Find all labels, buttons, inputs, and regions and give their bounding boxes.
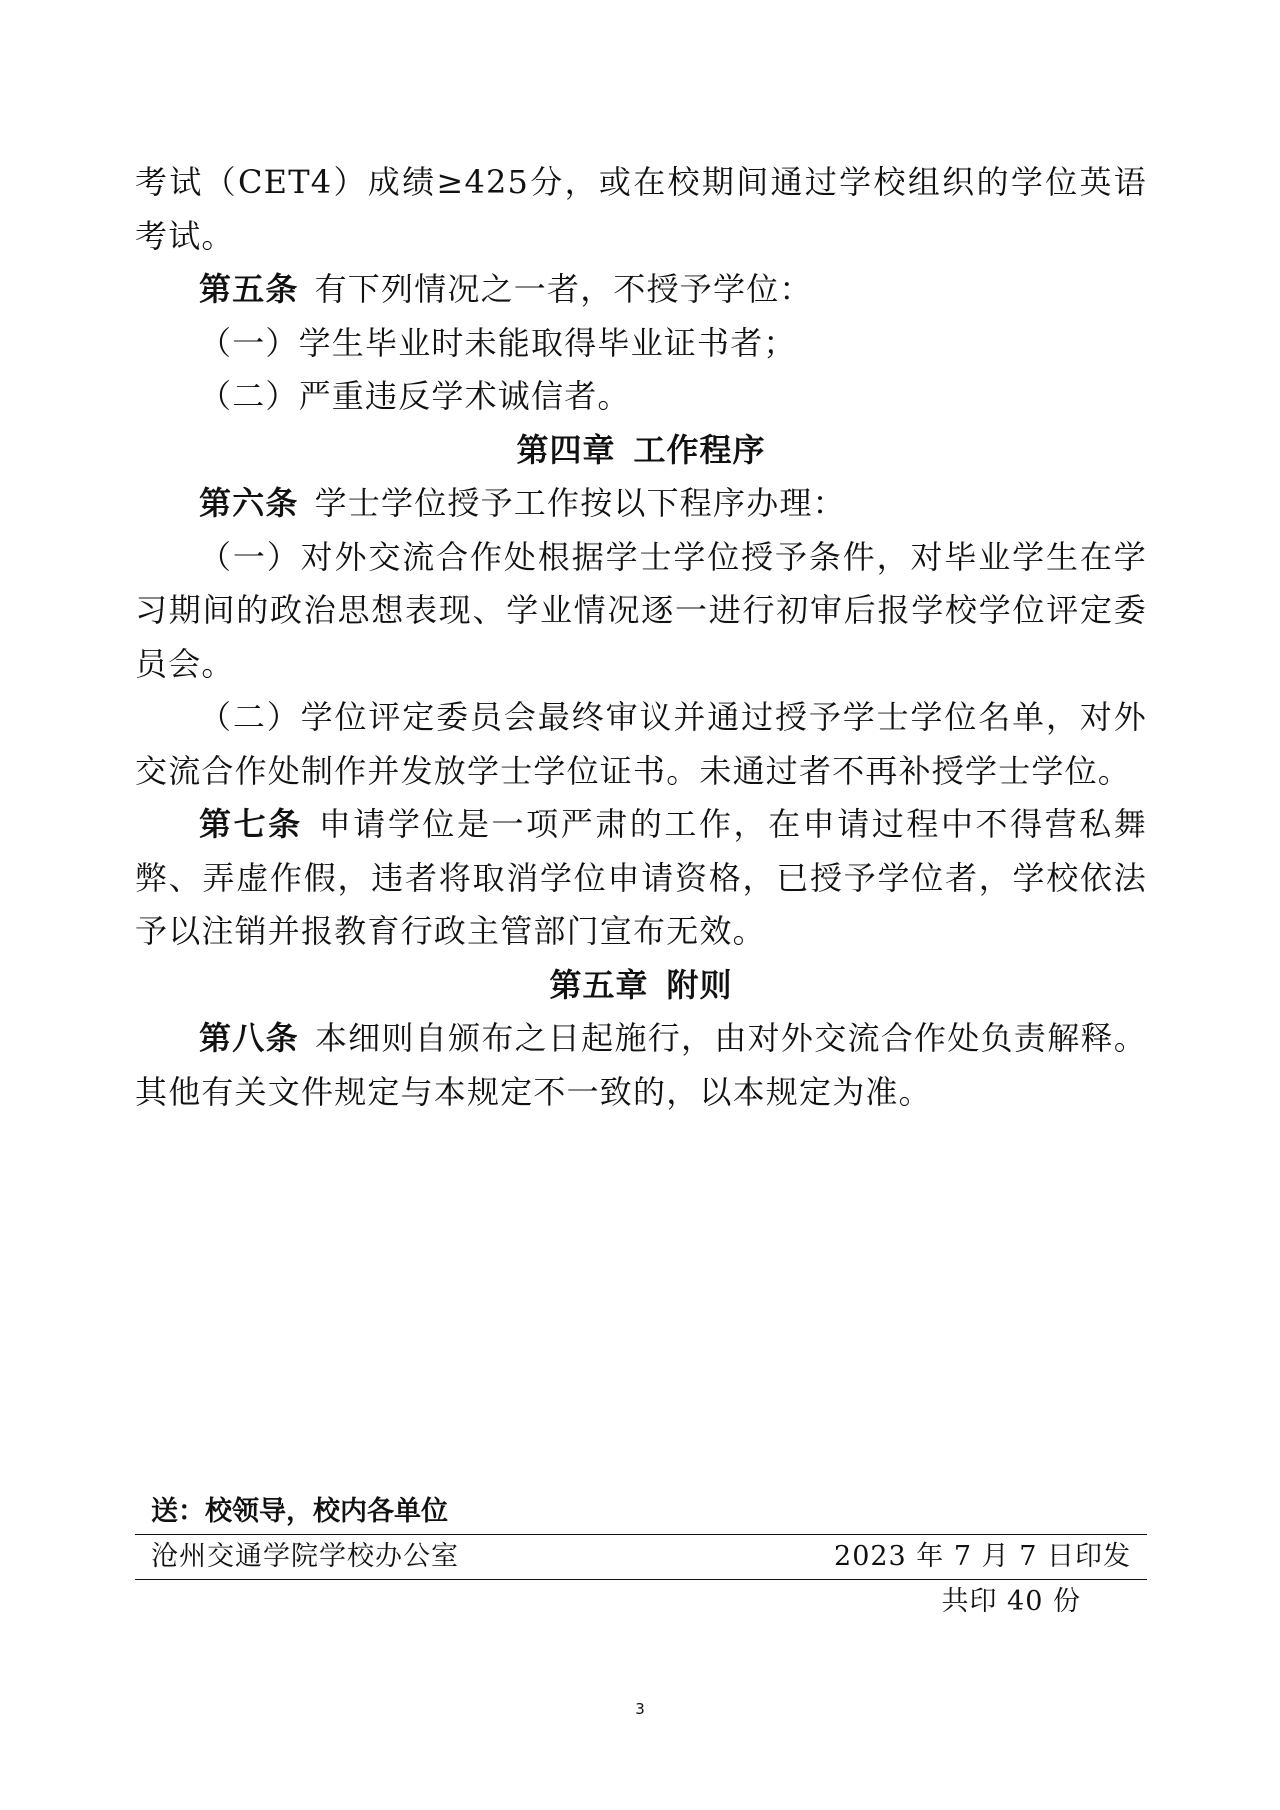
continued-paragraph: 考试（CET4）成绩≥425分，或在校期间通过学校组织的学位英语考试。 xyxy=(135,163,1147,255)
article-7-label: 第七条 xyxy=(199,805,303,843)
article-6-item-1: （一）对外交流合作处根据学士学位授予条件，对毕业学生在学习期间的政治思想表现、学业情况逐一进行初审后报学校学位评定委员会。 xyxy=(135,537,1147,683)
chapter-4-heading xyxy=(135,424,1147,478)
article-6-text: 学士学位授予工作按以下程序办理： xyxy=(314,484,846,522)
document-footer xyxy=(135,1490,1147,1624)
article-5-text: 有下列情况之一者，不授予学位： xyxy=(314,270,813,308)
article-5 xyxy=(135,263,1147,317)
document-body xyxy=(135,156,1147,1119)
chapter-4-number: 第四章 xyxy=(516,430,616,469)
chapter-5-title: 附则 xyxy=(666,965,733,1004)
distribution-list: 送：校领导，校内各单位 xyxy=(151,1496,448,1527)
article-8 xyxy=(135,1012,1147,1119)
article-6 xyxy=(135,477,1147,531)
article-6-item-2: （二）学位评定委员会最终审议并通过授予学士学位名单，对外交流合作处制作并发放学士学位证书。未通过者不再补授学士学位。 xyxy=(135,698,1147,790)
article-7 xyxy=(135,798,1147,959)
article-8-text: 本细则自颁布之日起施行，由对外交流合作处负责解释。其他有关文件规定与本规定不一致的，以本规定为准。 xyxy=(135,1019,1147,1111)
chapter-4-title: 工作程序 xyxy=(633,430,766,469)
article-5-label: 第五条 xyxy=(199,270,299,308)
article-8-label: 第八条 xyxy=(199,1019,299,1057)
issue-date: 2023 年 7 月 7 日印发 xyxy=(834,1541,1131,1572)
page-number: 3 xyxy=(635,1700,645,1718)
print-copies: 共印 40 份 xyxy=(941,1586,1081,1617)
article-5-item-2: （二）严重违反学术诚信者。 xyxy=(199,377,631,415)
issuer-name: 沧州交通学院学校办公室 xyxy=(151,1541,459,1572)
issuer-row xyxy=(135,1535,1147,1579)
article-6-label: 第六条 xyxy=(199,484,299,522)
article-7-text: 申请学位是一项严肃的工作，在申请过程中不得营私舞弊、弄虚作假，违者将取消学位申请资格，已授予学位者，学校依法予以注销并报教育行政主管部门宣布无效。 xyxy=(135,805,1147,950)
chapter-5-number: 第五章 xyxy=(549,965,649,1004)
article-5-item-1: （一）学生毕业时未能取得毕业证书者； xyxy=(199,323,797,362)
chapter-5-heading xyxy=(135,959,1147,1013)
